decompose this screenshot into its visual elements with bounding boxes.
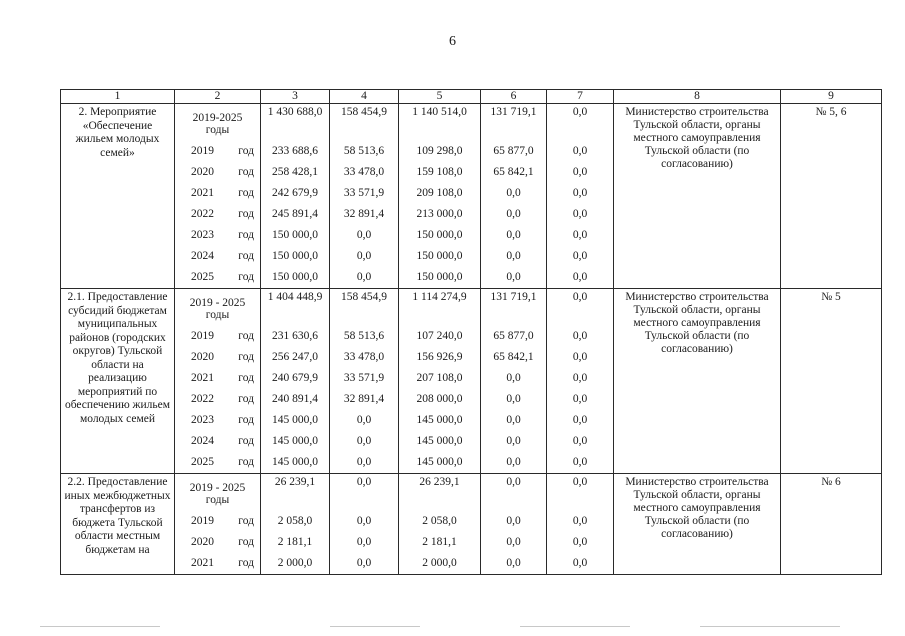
total-amount: 1 404 448,9	[267, 291, 323, 303]
year-amount: 0,0	[506, 250, 521, 262]
year-amount: 145 000,0	[272, 456, 318, 468]
year-value: 2019	[191, 145, 214, 157]
year-amount: 0,0	[572, 393, 588, 405]
year-line	[178, 246, 257, 267]
year-line	[178, 511, 257, 532]
amount-stack	[402, 104, 477, 288]
total-amount: 1 114 274,9	[412, 291, 467, 303]
year-amount: 150 000,0	[416, 229, 463, 241]
year-amount: 0,0	[572, 557, 588, 569]
amount-cell	[330, 289, 399, 474]
year-amount: 33 478,0	[343, 351, 385, 363]
year-unit: год	[238, 351, 254, 363]
year-amount: 65 842,1	[493, 166, 534, 178]
year-amount: 65 877,0	[493, 145, 534, 157]
year-value: 2023	[191, 414, 214, 426]
year-amount: 0,0	[572, 351, 588, 363]
year-amount: 145 000,0	[272, 435, 318, 447]
activity-row	[61, 474, 882, 575]
year-unit: год	[238, 208, 254, 220]
year-value: 2024	[191, 435, 214, 447]
year-amount: 0,0	[506, 187, 521, 199]
year-unit: год	[238, 229, 254, 241]
year-amount: 2 000,0	[422, 557, 457, 569]
year-amount: 0,0	[506, 515, 521, 527]
year-amount: 258 428,1	[272, 166, 318, 178]
year-line	[178, 553, 257, 574]
responsible-text: Министерство строительства Тульской области, органы местного самоуправления Тульской области (по согласованию)	[625, 291, 769, 355]
column-number-row	[61, 90, 882, 104]
amount-cell	[399, 474, 481, 575]
total-amount: 0,0	[572, 106, 588, 118]
total-amount: 0,0	[356, 476, 372, 488]
year-value: 2025	[191, 456, 214, 468]
year-amount: 0,0	[506, 393, 521, 405]
year-unit: год	[238, 515, 254, 527]
program-activities-table	[60, 89, 882, 575]
year-unit: год	[238, 536, 254, 548]
year-unit: год	[238, 393, 254, 405]
total-amount: 1 140 514,0	[412, 106, 467, 118]
year-amount: 240 891,4	[272, 393, 318, 405]
year-line	[178, 326, 257, 347]
amount-cell	[399, 289, 481, 474]
amount-stack	[333, 104, 395, 288]
year-amount: 231 630,6	[272, 330, 318, 342]
year-amount: 0,0	[506, 208, 521, 220]
year-line	[178, 389, 257, 410]
amount-stack	[264, 104, 326, 288]
period-range	[178, 474, 257, 511]
year-amount: 65 877,0	[493, 330, 534, 342]
total-amount: 131 719,1	[490, 106, 537, 118]
year-amount: 32 891,4	[343, 208, 385, 220]
period-years-span: 2019 - 2025	[189, 481, 246, 494]
scan-edge-line	[700, 626, 840, 627]
reference-text: № 5	[821, 291, 841, 303]
year-amount: 145 000,0	[416, 435, 463, 447]
period-stack	[178, 289, 257, 473]
year-amount: 2 181,1	[422, 536, 457, 548]
year-amount: 213 000,0	[416, 208, 463, 220]
year-line	[178, 225, 257, 246]
year-amount: 240 679,9	[272, 372, 318, 384]
amount-stack	[402, 474, 477, 574]
year-amount: 0,0	[356, 271, 372, 283]
year-amount: 159 108,0	[416, 166, 463, 178]
amount-stack	[484, 474, 543, 574]
year-amount: 0,0	[572, 250, 588, 262]
year-amount: 0,0	[506, 456, 521, 468]
total-amount: 1 430 688,0	[267, 106, 323, 118]
year-amount: 156 926,9	[416, 351, 463, 363]
amount-cell	[547, 289, 614, 474]
year-amount: 0,0	[356, 435, 372, 447]
activity-name-cell	[61, 474, 175, 575]
responsible-text: Министерство строительства Тульской области, органы местного самоуправления Тульской области (по согласованию)	[625, 476, 769, 540]
year-line	[178, 410, 257, 431]
year-value: 2021	[191, 187, 214, 199]
year-unit: год	[238, 557, 254, 569]
year-amount: 0,0	[356, 414, 372, 426]
year-value: 2024	[191, 250, 214, 262]
amount-stack	[333, 289, 395, 473]
year-amount: 0,0	[572, 414, 588, 426]
year-value: 2021	[191, 557, 214, 569]
total-amount: 158 454,9	[341, 106, 387, 118]
column-number-cell: 2	[175, 90, 261, 104]
year-unit: год	[238, 330, 254, 342]
year-value: 2023	[191, 229, 214, 241]
scan-edge-line	[330, 626, 420, 627]
year-amount: 150 000,0	[416, 250, 463, 262]
scan-edge-line	[40, 626, 160, 627]
amount-stack	[550, 474, 610, 574]
reference-text: № 6	[821, 476, 841, 488]
period-range	[178, 289, 257, 326]
year-amount: 256 247,0	[272, 351, 318, 363]
amount-cell	[330, 104, 399, 289]
year-amount: 0,0	[506, 271, 521, 283]
year-amount: 0,0	[572, 456, 588, 468]
year-amount: 0,0	[356, 557, 372, 569]
period-cell	[175, 104, 261, 289]
year-amount: 32 891,4	[343, 393, 385, 405]
year-amount: 145 000,0	[416, 414, 463, 426]
year-amount: 0,0	[356, 515, 372, 527]
total-amount: 0,0	[572, 291, 588, 303]
column-number-cell: 4	[330, 90, 399, 104]
responsible-cell	[614, 474, 781, 575]
year-line	[178, 368, 257, 389]
year-amount: 0,0	[572, 166, 588, 178]
period-stack	[178, 474, 257, 574]
amount-cell	[261, 289, 330, 474]
total-amount: 131 719,1	[490, 291, 537, 303]
period-cell	[175, 289, 261, 474]
year-amount: 58 513,6	[343, 330, 385, 342]
year-amount: 150 000,0	[272, 250, 318, 262]
column-number-cell: 1	[61, 90, 175, 104]
activity-row	[61, 289, 882, 474]
year-amount: 109 298,0	[416, 145, 463, 157]
year-unit: год	[238, 271, 254, 283]
year-amount: 65 842,1	[493, 351, 534, 363]
column-number-cell: 6	[481, 90, 547, 104]
amount-stack	[550, 289, 610, 473]
reference-cell	[781, 474, 882, 575]
period-years-span: 2019-2025	[192, 111, 243, 124]
activity-name: 2.2. Предоставление иных межбюджетных трансфертов из бюджета Тульской области местным бюджетам на	[64, 476, 171, 556]
year-line	[178, 347, 257, 368]
year-unit: год	[238, 414, 254, 426]
year-unit: год	[238, 145, 254, 157]
year-amount: 150 000,0	[272, 229, 318, 241]
column-number-cell: 8	[614, 90, 781, 104]
activity-name: 2. Мероприятие «Обеспечение жильем молодых семей»	[75, 106, 160, 159]
year-value: 2020	[191, 536, 214, 548]
amount-cell	[547, 104, 614, 289]
period-unit: годы	[205, 493, 230, 506]
activity-name-cell	[61, 289, 175, 474]
responsible-cell	[614, 289, 781, 474]
activity-name: 2.1. Предоставление субсидий бюджетам муниципальных районов (городских округов) Тульской области на реализацию мероприятий по обеспечению жильем молодых семей	[64, 291, 171, 425]
year-unit: год	[238, 250, 254, 262]
amount-cell	[547, 474, 614, 575]
year-amount: 0,0	[572, 187, 588, 199]
total-amount: 26 239,1	[274, 476, 316, 488]
reference-text: № 5, 6	[815, 106, 847, 118]
year-amount: 0,0	[356, 536, 372, 548]
column-number-cell: 7	[547, 90, 614, 104]
year-value: 2019	[191, 515, 214, 527]
year-value: 2021	[191, 372, 214, 384]
period-stack	[178, 104, 257, 288]
year-line	[178, 267, 257, 288]
year-amount: 33 571,9	[343, 187, 385, 199]
period-years-span: 2019 - 2025	[189, 296, 246, 309]
amount-cell	[261, 474, 330, 575]
year-amount: 0,0	[572, 515, 588, 527]
year-amount: 145 000,0	[416, 456, 463, 468]
year-amount: 2 058,0	[422, 515, 457, 527]
year-amount: 242 679,9	[272, 187, 318, 199]
year-value: 2025	[191, 271, 214, 283]
period-unit: годы	[205, 308, 230, 321]
year-amount: 2 000,0	[277, 557, 313, 569]
year-amount: 33 478,0	[343, 166, 385, 178]
total-amount: 158 454,9	[341, 291, 387, 303]
total-amount: 26 239,1	[419, 476, 460, 488]
year-amount: 150 000,0	[416, 271, 463, 283]
year-value: 2022	[191, 208, 214, 220]
period-range	[178, 104, 257, 141]
amount-cell	[330, 474, 399, 575]
year-amount: 0,0	[356, 229, 372, 241]
year-amount: 0,0	[572, 229, 588, 241]
year-amount: 145 000,0	[272, 414, 318, 426]
amount-cell	[261, 104, 330, 289]
year-amount: 2 058,0	[277, 515, 313, 527]
year-value: 2022	[191, 393, 214, 405]
year-amount: 0,0	[572, 435, 588, 447]
year-unit: год	[238, 372, 254, 384]
year-amount: 0,0	[572, 372, 588, 384]
scan-edge-line	[520, 626, 630, 627]
responsible-cell	[614, 104, 781, 289]
period-cell	[175, 474, 261, 575]
year-amount: 0,0	[506, 229, 521, 241]
amount-stack	[264, 289, 326, 473]
year-unit: год	[238, 187, 254, 199]
amount-cell	[481, 289, 547, 474]
year-line	[178, 532, 257, 553]
year-amount: 209 108,0	[416, 187, 463, 199]
activity-name-cell	[61, 104, 175, 289]
year-value: 2020	[191, 166, 214, 178]
year-amount: 0,0	[572, 330, 588, 342]
responsible-text: Министерство строительства Тульской области, органы местного самоуправления Тульской области (по согласованию)	[625, 106, 769, 170]
reference-cell	[781, 104, 882, 289]
year-amount: 150 000,0	[272, 271, 318, 283]
column-number-cell: 9	[781, 90, 882, 104]
amount-cell	[481, 474, 547, 575]
column-number-cell: 3	[261, 90, 330, 104]
year-unit: год	[238, 456, 254, 468]
year-amount: 33 571,9	[343, 372, 385, 384]
year-amount: 0,0	[356, 250, 372, 262]
amount-cell	[481, 104, 547, 289]
year-amount: 58 513,6	[343, 145, 385, 157]
amount-stack	[484, 104, 543, 288]
year-line	[178, 431, 257, 452]
year-amount: 245 891,4	[272, 208, 318, 220]
amount-stack	[484, 289, 543, 473]
year-unit: год	[238, 166, 254, 178]
year-amount: 0,0	[506, 557, 521, 569]
year-line	[178, 204, 257, 225]
year-unit: год	[238, 435, 254, 447]
year-line	[178, 452, 257, 473]
year-amount: 107 240,0	[416, 330, 463, 342]
amount-stack	[550, 104, 610, 288]
reference-cell	[781, 289, 882, 474]
year-amount: 0,0	[356, 456, 372, 468]
amount-stack	[402, 289, 477, 473]
year-amount: 0,0	[506, 435, 521, 447]
year-value: 2019	[191, 330, 214, 342]
year-line	[178, 183, 257, 204]
amount-stack	[264, 474, 326, 574]
year-amount: 0,0	[506, 536, 521, 548]
column-number-cell: 5	[399, 90, 481, 104]
year-amount: 207 108,0	[416, 372, 463, 384]
year-amount: 0,0	[572, 271, 588, 283]
year-amount: 0,0	[506, 372, 521, 384]
page-number: 6	[449, 34, 456, 49]
year-line	[178, 162, 257, 183]
period-unit: годы	[205, 123, 230, 136]
total-amount: 0,0	[572, 476, 588, 488]
year-amount: 0,0	[572, 208, 588, 220]
activity-row	[61, 104, 882, 289]
total-amount: 0,0	[506, 476, 521, 488]
year-amount: 208 000,0	[416, 393, 463, 405]
year-line	[178, 141, 257, 162]
year-value: 2020	[191, 351, 214, 363]
year-amount: 0,0	[572, 145, 588, 157]
year-amount: 0,0	[506, 414, 521, 426]
year-amount: 2 181,1	[277, 536, 313, 548]
amount-cell	[399, 104, 481, 289]
year-amount: 0,0	[572, 536, 588, 548]
year-amount: 233 688,6	[272, 145, 318, 157]
amount-stack	[333, 474, 395, 574]
